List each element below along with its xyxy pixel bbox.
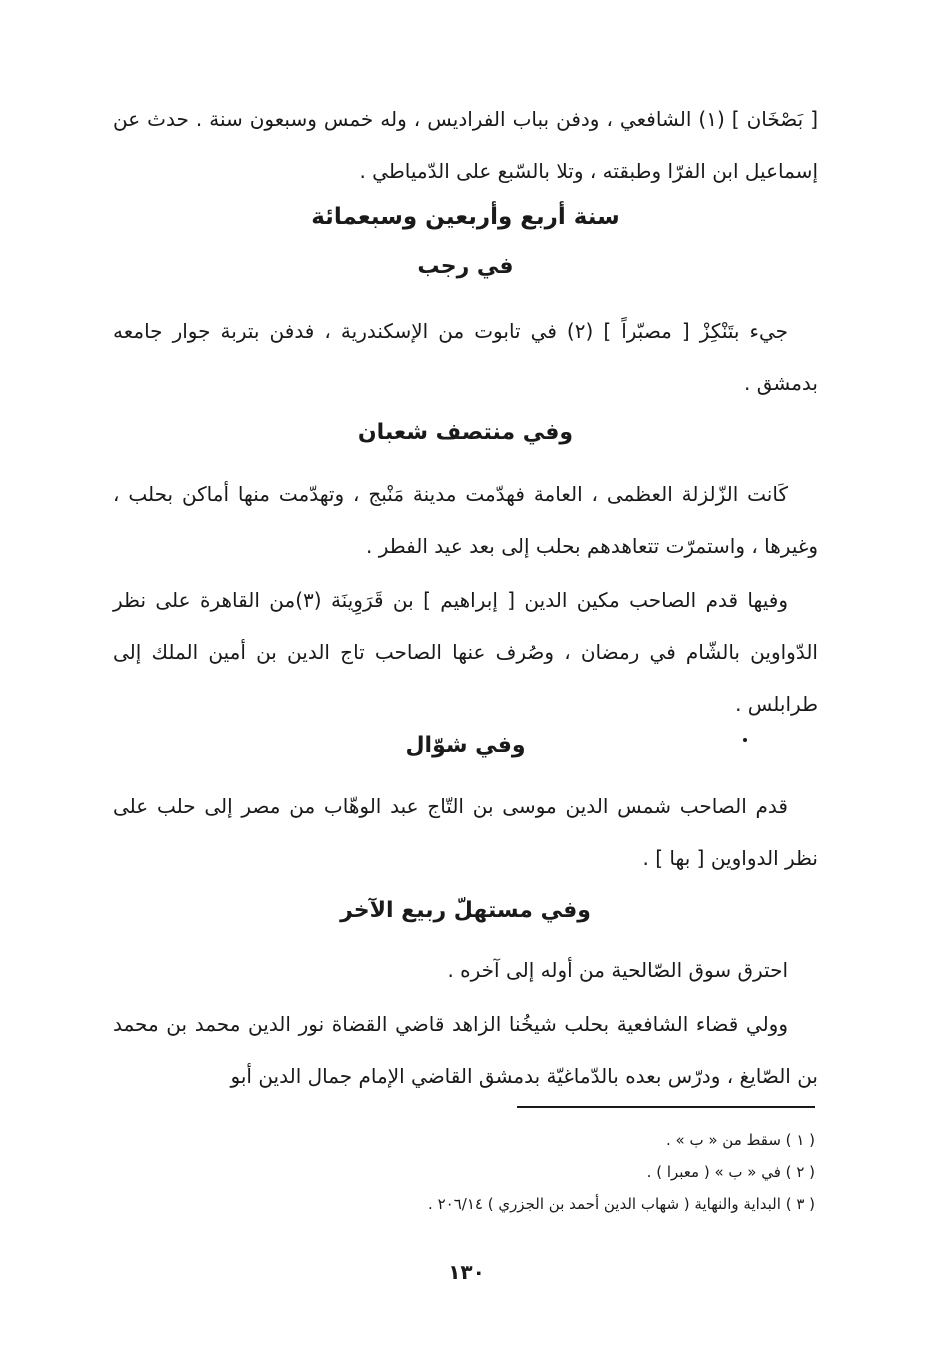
heading-shaban: وفي منتصف شعبان [357, 420, 574, 445]
paragraph-2-block [113, 305, 818, 409]
heading-rabi-al-akhir: وفي مستهلّ ربيع الآخر [340, 898, 591, 923]
footnote-1: ( ١ ) سقط من « ب » . [665, 1131, 815, 1149]
footnote-2: ( ٢ ) في « ب » ( معبرا ) . [646, 1163, 815, 1181]
heading-rajab: في رجب [417, 254, 514, 279]
paragraph-7-block [113, 998, 818, 1102]
paragraph-2: جيء بتَنْكِزْ [ مصبّراً ] (٢) في تابوت من الإسكندرية ، فدفن بتربة جوار جامعه بدمشق . [113, 319, 818, 395]
footnote-divider [517, 1106, 815, 1108]
paragraph-7: وولي قضاء الشافعية بحلب شيخُنا الزاهد قاضي القضاة نور الدين محمد بن محمد بن الصّايغ ، ودرّس بعده بالدّماغيّة بدمشق القاضي الإمام جمال الدين أبو [113, 1012, 818, 1088]
heading-year: سنة أربع وأربعين وسبعمائة [311, 204, 620, 230]
paragraph-1: [ بَصْخَان ] (١) الشافعي ، ودفن بباب الفراديس ، وله خمس وسبعون سنة . حدث عن إسماعيل ابن الفرّا وطبقته ، وتلا بالسّبع على الدّمياطي . [113, 107, 818, 183]
paragraph-6-block [113, 944, 818, 996]
paragraph-3-block [113, 468, 818, 572]
heading-shawwal: وفي شوّال [405, 733, 526, 758]
paragraph-5: قدم الصاحب شمس الدين موسى بن التّاج عبد الوهّاب من مصر إلى حلب على نظر الدواوين [ بها ] . [113, 794, 818, 870]
paragraph-3: كَانت الزّلزلة العظمى ، العامة فهدّمت مدينة مَنْبج ، وتهدّمت منها أماكن بحلب ، وغيرها ، واستمرّت تتعاهدهم بحلب إلى بعد عيد الفطر . [113, 482, 818, 558]
paragraph-4: وفيها قدم الصاحب مكين الدين [ إبراهيم ] بن قَرَوِينَة (٣)من القاهرة على نظر الدّواوين بالشّام في رمضان ، وصُرف عنها الصاحب تاج الدين بن أمين الملك إلى طرابلس . [113, 588, 818, 716]
footnote-3: ( ٣ ) البداية والنهاية ( شهاب الدين أحمد بن الجزري ) ٢٠٦/١٤ . [428, 1195, 815, 1213]
footnotes [315, 1124, 815, 1220]
paragraph-1-block [113, 93, 818, 197]
paragraph-6: احترق سوق الصّالحية من أوله إلى آخره . [447, 958, 788, 982]
page-number: ١٣٠ [448, 1260, 485, 1284]
paragraph-4-block [113, 574, 818, 730]
paragraph-5-block [113, 780, 818, 884]
